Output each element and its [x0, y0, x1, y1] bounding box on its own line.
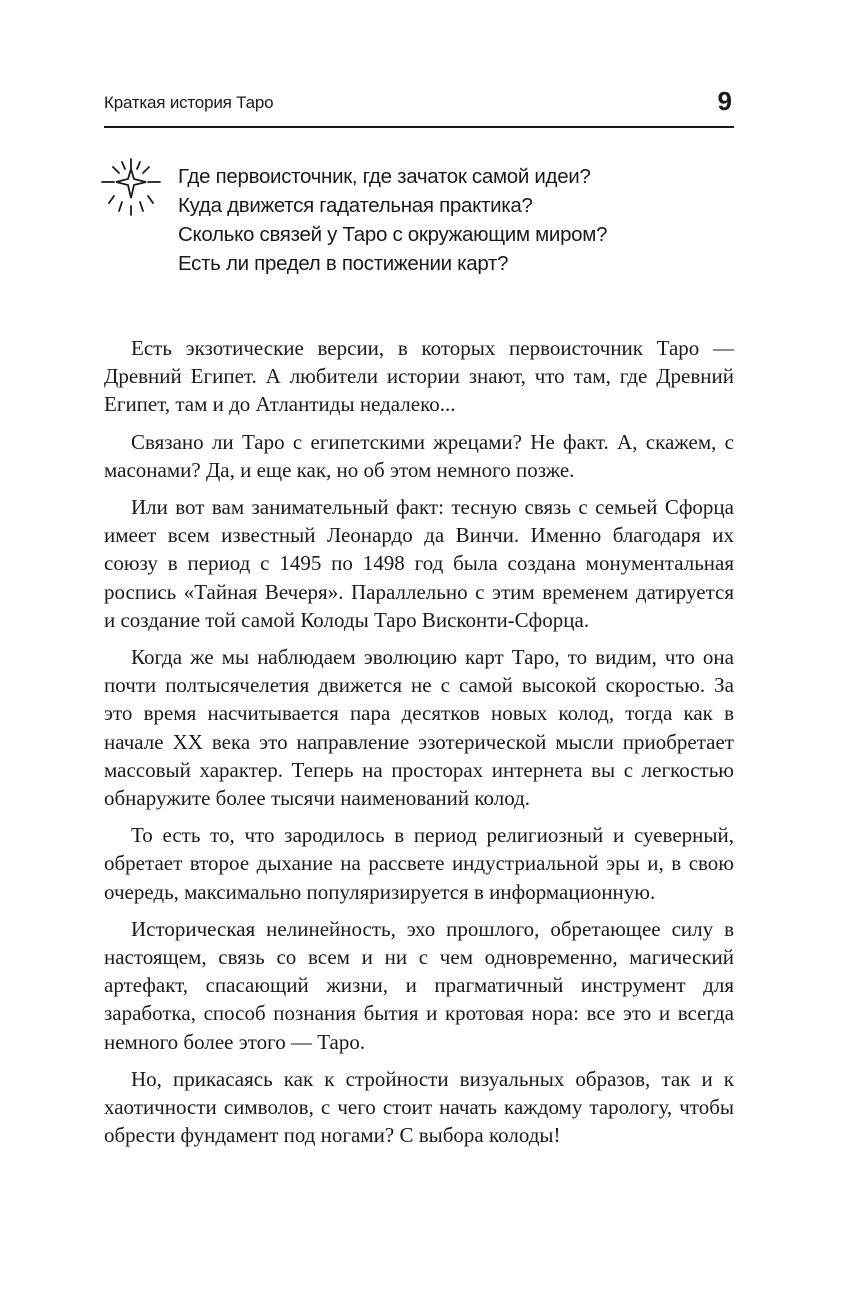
body-text	[104, 334, 734, 1158]
question-line: Куда движется гадательная практика?	[178, 194, 533, 217]
page-number: 9	[717, 86, 732, 116]
question-list	[178, 162, 607, 278]
star-burst-icon	[100, 156, 162, 218]
paragraph: Когда же мы наблюдаем эволюцию карт Таро, то видим, что она почти полтысячелетия движется не с самой высокой скоростью. За это время насчитывается пара десятков новых колод, тогда как в начале XX века это направление эзотерической мысли приобретает массовый характер. Теперь на просторах интернета вы с легкостью обнаружите более тысячи наименований колод.	[104, 645, 734, 811]
question-line: Где первоисточник, где зачаток самой идеи?	[178, 165, 591, 188]
paragraph: Историческая нелинейность, эхо прошлого, обретающее силу в настоящем, связь со всем и ни с чем одновременно, магический артефакт, спасающий жизни, и прагматичный инструмент для заработка, способ познания бытия и кротовая нора: все это и всегда немного более этого — Таро.	[104, 916, 734, 1054]
paragraph: Или вот вам занимательный факт: тесную связь с семьей Сфорца имеет всем известный Леонардо да Винчи. Именно благодаря их союзу в период с 1495 по 1498 год была создана монументальная роспись «Тайная Вечеря». Параллельно с этим временем датируется и создание той самой Колоды Таро Висконти-Сфорца.	[104, 495, 734, 632]
paragraph: Связано ли Таро с египетскими жрецами? Не факт. А, скажем, с масонами? Да, и еще как, но об этом немного позже.	[104, 429, 734, 482]
question-line: Сколько связей у Таро с окружающим миром?	[178, 223, 608, 246]
paragraph: Но, прикасаясь как к стройности визуальных образов, так и к хаотичности символов, с чего стоит начать каждому тарологу, чтобы обрести фундамент под ногами? С выбора колоды!	[104, 1066, 734, 1148]
paragraph: То есть то, что зародилось в период религиозный и суеверный, обретает второе дыхание на рассвете индустриальной эры и, в свою очередь, максимально популяризируется в информационную.	[104, 823, 734, 904]
header-rule	[104, 126, 734, 128]
paragraph: Есть экзотические версии, в которых первоисточник Таро — Древний Египет. А любители истории знают, что там, где Древний Египет, там и до Атлантиды недалеко...	[104, 336, 734, 417]
running-title: Краткая история Таро	[104, 93, 274, 112]
question-line: Есть ли предел в постижении карт?	[178, 252, 509, 275]
